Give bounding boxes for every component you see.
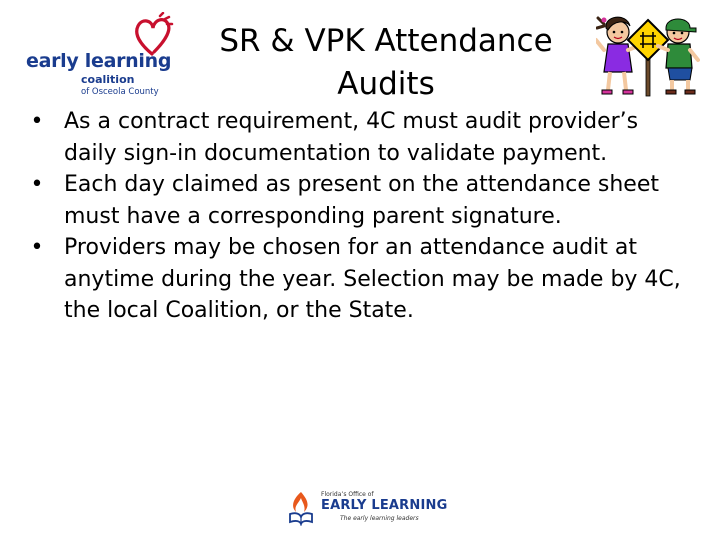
flame-book-icon <box>284 490 318 526</box>
office-of-early-learning-logo <box>284 490 448 528</box>
bullet-item <box>28 169 696 232</box>
bullet-marker: • <box>30 172 44 197</box>
boy-figure-icon <box>658 19 698 94</box>
logo-bottom-preface: Florida’s Office of <box>321 491 374 498</box>
kids-with-crossing-sign-icon <box>596 6 700 98</box>
logo-wordmark: early learning <box>26 50 172 72</box>
slide-title <box>196 20 576 106</box>
bullet-text: As a contract requirement, 4C must audit provider’s daily sign-in documentation to validate payment. <box>64 109 639 166</box>
slide-title-line1: SR & VPK Attendance <box>219 23 553 59</box>
logo-bottom-wordmark: EARLY LEARNING <box>321 498 448 513</box>
logo-subtitle: coalition <box>81 73 135 86</box>
bullet-text: Each day claimed as present on the attendance sheet must have a corresponding parent signature. <box>64 172 659 229</box>
logo-bottom-tagline: The early learning leaders <box>340 515 419 522</box>
logo-county: of Osceola County <box>81 87 159 97</box>
girl-figure-icon <box>596 17 638 94</box>
crossing-sign-icon <box>628 20 668 96</box>
bullet-marker: • <box>30 109 44 134</box>
early-learning-coalition-logo <box>24 12 174 98</box>
bullet-marker: • <box>30 235 44 260</box>
slide-title-line2: Audits <box>337 66 435 102</box>
bullet-item <box>28 106 696 169</box>
bullet-text: Providers may be chosen for an attendance audit at anytime during the year. Selection may be made by 4C, the local Coalition, or the State. <box>64 235 681 323</box>
bullet-item <box>28 232 696 327</box>
bullet-list <box>28 106 696 327</box>
